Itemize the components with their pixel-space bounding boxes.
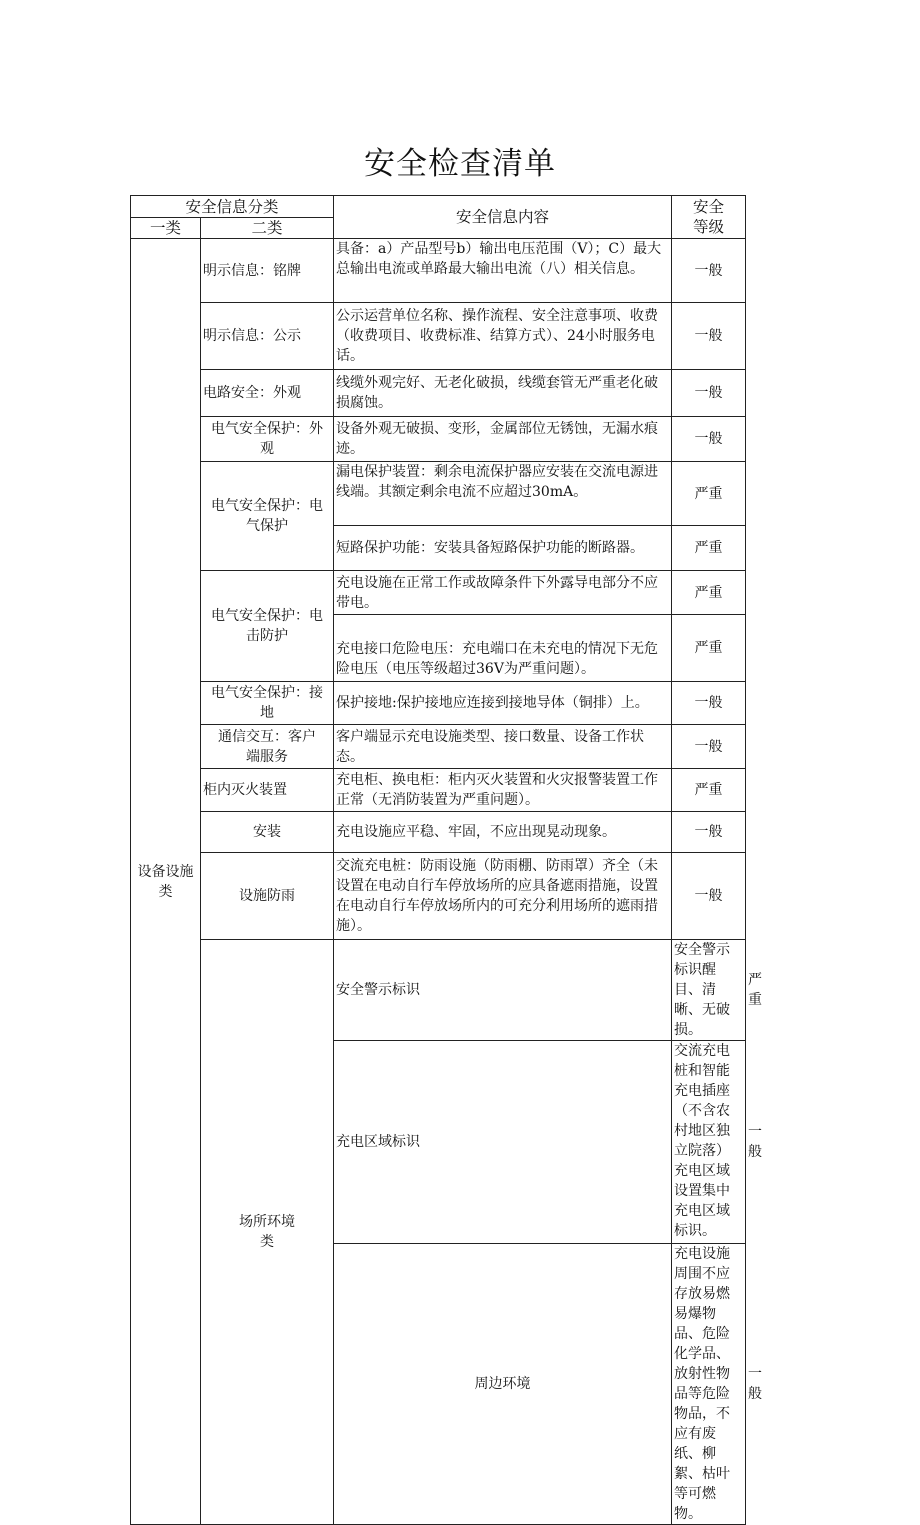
subcategory-cell: 电气安全保护：电 气保护 xyxy=(201,462,334,571)
content-cell: 漏电保护装置：剩余电流保护器应安装在交流电源进线端。其额定剩余电流不应超过30mA。 xyxy=(334,462,672,526)
table-row xyxy=(131,571,746,615)
level-cell: 一般 xyxy=(672,239,746,303)
header-level xyxy=(672,196,746,239)
subcategory-cell: 安装 xyxy=(201,812,334,853)
subcategory-cell: 通信交互：客户 端服务 xyxy=(201,725,334,769)
content-cell: 客户端显示充电设施类型、接口数量、设备工作状态。 xyxy=(334,725,672,769)
table-row xyxy=(131,812,746,853)
header-content: 安全信息内容 xyxy=(334,196,672,239)
table-row: 场所环境 类 安全警示标识 安全警示标识醒目、清晰、无破损。 严重 xyxy=(131,940,746,1041)
table-row xyxy=(131,417,746,462)
level-cell: 一般 xyxy=(672,370,746,417)
content-cell: 充电设施周围不应存放易燃易爆物品、危险化学品、放射性物品等危险物品，不应有废纸、柳絮、枯叶等可燃物。 xyxy=(672,1244,746,1525)
subcategory-cell: 电气安全保护：接 地 xyxy=(201,682,334,725)
level-cell: 一般 xyxy=(672,812,746,853)
subcategory-cell: 电气安全保护：外 观 xyxy=(201,417,334,462)
group-equipment: 设备设施 类 xyxy=(131,239,201,1525)
subcategory-cell: 电路安全：外观 xyxy=(201,370,334,417)
level-cell: 一般 xyxy=(672,725,746,769)
content-cell: 充电柜、换电柜：柜内灭火装置和火灾报警装置工作正常（无消防装置为严重问题）。 xyxy=(334,769,672,812)
content-cell: 充电设施应平稳、牢固，不应出现晃动现象。 xyxy=(334,812,672,853)
subcategory-cell: 周边环境 xyxy=(334,1244,672,1525)
content-cell: 充电设施在正常工作或故障条件下外露导电部分不应带电。 xyxy=(334,571,672,615)
table-row xyxy=(131,303,746,370)
page-title: 安全检查清单 xyxy=(364,146,556,182)
content-cell: 具备：a）产品型号b）输出电压范围（V）；C）最大总输出电流或单路最大输出电流（八）相关信息。 xyxy=(334,239,672,303)
table-row xyxy=(131,725,746,769)
level-cell: 严重 xyxy=(672,462,746,526)
subcategory-cell: 明示信息：公示 xyxy=(201,303,334,370)
header-category: 安全信息分类 xyxy=(131,196,334,218)
level-cell: 一般 xyxy=(672,853,746,940)
content-cell: 保护接地:保护接地应连接到接地导体（铜排）上。 xyxy=(334,682,672,725)
subcategory-cell: 安全警示标识 xyxy=(334,940,672,1041)
subcategory-cell: 设施防雨 xyxy=(201,853,334,940)
level-cell: 严重 xyxy=(672,526,746,571)
table-row xyxy=(131,462,746,526)
table-row: 充电区域标识 交流充电桩和智能充电插座（不含农村地区独立院落）充电区域设置集中充电区域标识。 一般 xyxy=(131,1041,746,1244)
subcategory-cell: 明示信息：铭牌 xyxy=(201,239,334,303)
safety-checklist-table xyxy=(130,195,763,1525)
content-cell: 公示运营单位名称、操作流程、安全注意事项、收费（收费项目、收费标准、结算方式）、24小时服务电话。 xyxy=(334,303,672,370)
level-cell: 严重 xyxy=(672,615,746,682)
header-level-line2: 等级 xyxy=(693,218,725,236)
subcategory-cell: 柜内灭火装置 xyxy=(201,769,334,812)
content-cell: 安全警示标识醒目、清晰、无破损。 xyxy=(672,940,746,1041)
level-cell: 一般 xyxy=(672,417,746,462)
content-cell: 线缆外观完好、无老化破损，线缆套管无严重老化破损腐蚀。 xyxy=(334,370,672,417)
level-cell: 严重 xyxy=(672,769,746,812)
level-cell: 严重 xyxy=(672,571,746,615)
level-cell: 一般 xyxy=(672,682,746,725)
content-cell: 设备外观无破损、变形，金属部位无锈蚀，无漏水痕迹。 xyxy=(334,417,672,462)
table-row xyxy=(131,682,746,725)
content-cell: 交流充电桩和智能充电插座（不含农村地区独立院落）充电区域设置集中充电区域标识。 xyxy=(672,1041,746,1244)
content-cell: 短路保护功能：安装具备短路保护功能的断路器。 xyxy=(334,526,672,571)
level-cell: 一般 xyxy=(672,303,746,370)
content-cell: 充电接口危险电压：充电端口在未充电的情况下无危险电压（电压等级超过36V为严重问题）。 xyxy=(334,615,672,682)
table-row: 周边环境 充电设施周围不应存放易燃易爆物品、危险化学品、放射性物品等危险物品，不应有废纸、柳絮、枯叶等可燃物。 一般 xyxy=(131,1244,746,1525)
group-environment: 场所环境 类 xyxy=(201,940,334,1525)
header-cat2: 二类 xyxy=(201,218,334,239)
subcategory-cell: 充电区域标识 xyxy=(334,1041,672,1244)
subcategory-cell: 电气安全保护：电 击防护 xyxy=(201,571,334,682)
content-cell: 交流充电桩：防雨设施（防雨棚、防雨罩）齐全（未设置在电动自行车停放场所的应具备遮雨措施，设置在电动自行车停放场所内的可充分利用场所的遮雨措施）。 xyxy=(334,853,672,940)
header-level-line1: 安全 xyxy=(693,198,725,216)
table-row xyxy=(131,239,746,303)
table-row xyxy=(131,769,746,812)
table-row xyxy=(131,370,746,417)
table-row xyxy=(131,853,746,940)
header-cat1: 一类 xyxy=(131,218,201,239)
